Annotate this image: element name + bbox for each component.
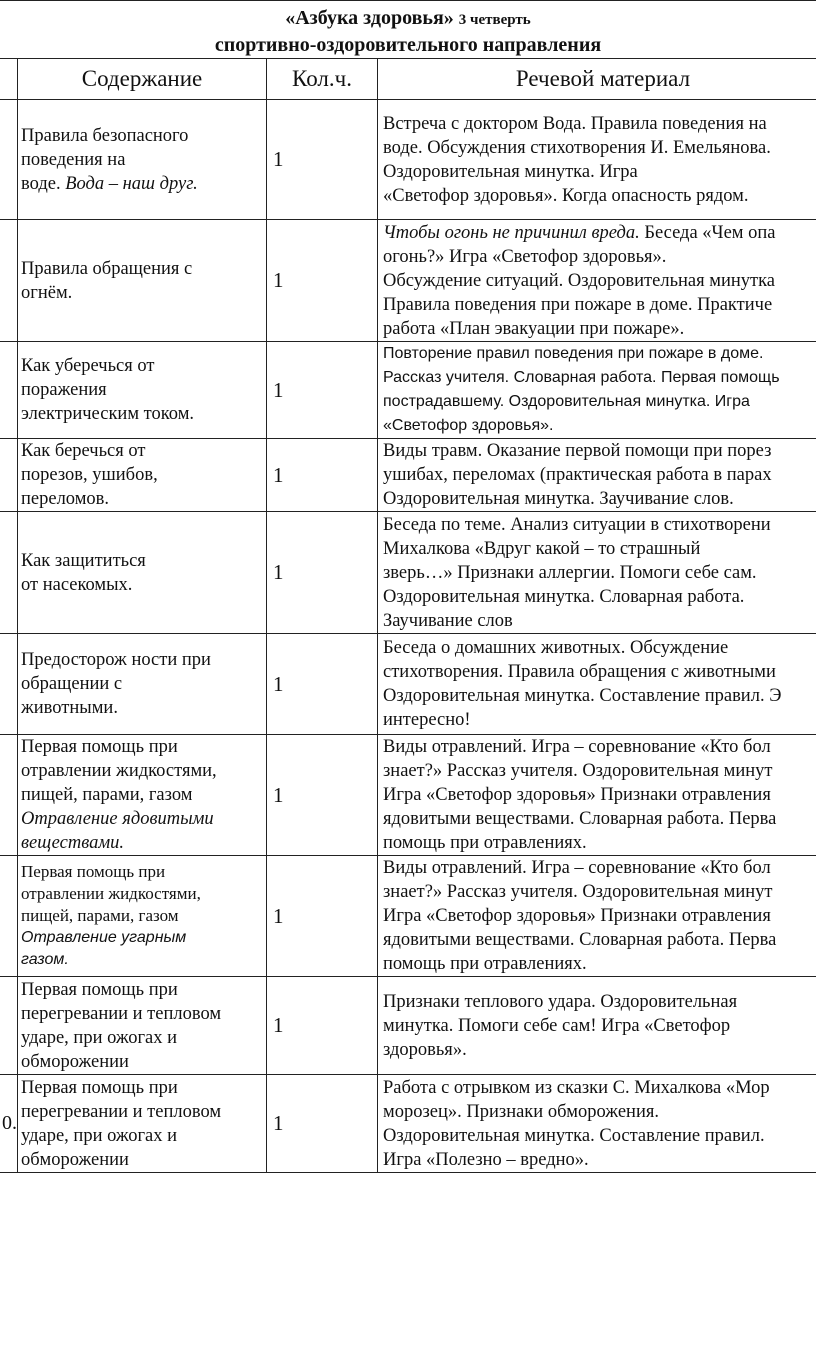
content-line: перегревании и тепловом <box>21 1003 222 1024</box>
content-line: животными. <box>21 698 118 718</box>
row-number <box>0 856 18 977</box>
speech-line: Обсуждение ситуаций. Оздоровительная минутка <box>383 270 776 291</box>
speech-line: Повторение правил поведения при пожаре в доме. <box>383 345 764 362</box>
row-hours: 1 <box>267 1075 378 1173</box>
speech-line: помощь при отравлениях. <box>383 833 587 853</box>
row-content <box>18 735 267 856</box>
content-line: Как защититься <box>21 550 146 571</box>
speech-text: Беседа «Чем опа <box>639 222 776 243</box>
header-hours: Кол.ч. <box>267 59 378 100</box>
speech-line: Заучивание слов <box>383 610 513 631</box>
row-number: 0. <box>0 1075 18 1173</box>
row-hours: 1 <box>267 977 378 1075</box>
content-line: Первая помощь при <box>21 1077 178 1098</box>
speech-line: Оздоровительная минутка. Составление правил. <box>383 1125 765 1146</box>
content-line: пищей, парами, газом <box>21 785 193 805</box>
row-speech <box>378 735 816 856</box>
speech-line: Признаки теплового удара. Оздоровительная <box>383 991 738 1012</box>
page-title <box>0 5 816 33</box>
row-number <box>0 342 18 439</box>
content-line: Как беречься от <box>21 441 146 461</box>
row-number <box>0 735 18 856</box>
speech-line: стихотворения. Правила обращения с животными <box>383 662 776 682</box>
speech-line: знает?» Рассказ учителя. Оздоровительная минут <box>383 761 773 781</box>
speech-line: Оздоровительная минутка. Словарная работа. <box>383 586 745 607</box>
speech-line: Работа с отрывком из сказки С. Михалкова «Мор <box>383 1077 770 1098</box>
content-line: пищей, парами, газом <box>21 906 179 925</box>
speech-line: ядовитыми веществами. Словарная работа. Перва <box>383 809 777 829</box>
speech-line: помощь при отравлениях. <box>383 954 587 974</box>
row-hours: 1 <box>267 735 378 856</box>
row-content <box>18 977 267 1075</box>
table-row <box>0 735 816 856</box>
speech-line: Встреча с доктором Вода. Правила поведения на <box>383 113 767 134</box>
speech-line: «Светофор здоровья». <box>383 417 554 434</box>
row-speech <box>378 512 816 634</box>
content-italic: Вода – наш друг. <box>65 173 198 194</box>
content-line: Первая помощь при <box>21 862 166 881</box>
content-italic-line: веществами. <box>21 833 125 853</box>
row-number <box>0 512 18 634</box>
speech-line: Михалкова «Вдруг какой – то страшный <box>383 538 701 559</box>
row-speech <box>378 100 816 220</box>
header-speech: Речевой материал <box>378 59 816 100</box>
row-number <box>0 977 18 1075</box>
content-line: Правила обращения с <box>21 258 193 279</box>
row-hours: 1 <box>267 856 378 977</box>
content-line: электрическим током. <box>21 404 195 424</box>
title-main: «Азбука здоровья» <box>285 7 454 29</box>
content-line: порезов, ушибов, <box>21 465 158 485</box>
row-hours: 1 <box>267 512 378 634</box>
speech-line: Игра «Светофор здоровья» Признаки отравления <box>383 785 771 805</box>
content-line <box>21 172 266 196</box>
row-hours: 1 <box>267 634 378 735</box>
content-line: поведения на <box>21 149 126 170</box>
content-line: обморожении <box>21 1051 129 1072</box>
table-row <box>0 634 816 735</box>
speech-line: пострадавшему. Оздоровительная минутка. Игра <box>383 393 750 410</box>
speech-line: Виды травм. Оказание первой помощи при порез <box>383 441 772 461</box>
title-block <box>0 0 816 59</box>
table-row <box>0 977 816 1075</box>
speech-line: Беседа о домашних животных. Обсуждение <box>383 638 729 658</box>
row-content <box>18 856 267 977</box>
content-line: переломов. <box>21 489 110 509</box>
speech-line: воде. Обсуждения стихотворения И. Емельянова. <box>383 137 771 158</box>
row-number <box>0 634 18 735</box>
speech-line: Оздоровительная минутка. Составление правил. Э <box>383 686 782 706</box>
speech-line: Виды отравлений. Игра – соревнование «Кто бол <box>383 737 771 757</box>
content-line: перегревании и тепловом <box>21 1101 222 1122</box>
table-row <box>0 512 816 634</box>
speech-line: минутка. Помоги себе сам! Игра «Светофор <box>383 1015 731 1036</box>
speech-line: Игра «Светофор здоровья» Признаки отравления <box>383 906 771 926</box>
header-num <box>0 59 18 100</box>
content-line: ударе, при ожогах и <box>21 1125 178 1146</box>
content-line: поражения <box>21 380 107 400</box>
content-line: огнём. <box>21 282 73 303</box>
row-content <box>18 512 267 634</box>
row-hours: 1 <box>267 342 378 439</box>
table-header-row <box>0 59 816 100</box>
speech-line: знает?» Рассказ учителя. Оздоровительная минут <box>383 882 773 902</box>
row-content <box>18 439 267 512</box>
table-row <box>0 1075 816 1173</box>
row-hours: 1 <box>267 439 378 512</box>
table-row <box>0 220 816 342</box>
row-content <box>18 1075 267 1173</box>
content-line: обморожении <box>21 1149 129 1170</box>
content-text: воде. <box>21 173 66 194</box>
content-line: Первая помощь при <box>21 737 178 757</box>
speech-line: интересно! <box>383 710 471 730</box>
row-number <box>0 220 18 342</box>
table-row <box>0 856 816 977</box>
content-line: Правила безопасного <box>21 125 189 146</box>
row-speech <box>378 439 816 512</box>
row-content <box>18 634 267 735</box>
table-row <box>0 342 816 439</box>
content-line: Первая помощь при <box>21 979 178 1000</box>
speech-line: Оздоровительная минутка. Заучивание слов. <box>383 489 734 509</box>
row-speech <box>378 856 816 977</box>
content-line: Предосторож ности при <box>21 650 211 670</box>
speech-line: Рассказ учителя. Словарная работа. Первая помощь <box>383 369 780 386</box>
row-speech <box>378 342 816 439</box>
content-line: Как уберечься от <box>21 356 155 376</box>
row-content <box>18 100 267 220</box>
speech-line: ушибах, переломах (практическая работа в парах <box>383 465 772 485</box>
content-line: обращении с <box>21 674 123 694</box>
row-speech <box>378 977 816 1075</box>
content-italic-line: газом. <box>21 951 69 968</box>
content-line: отравлении жидкостями, <box>21 761 217 781</box>
speech-line: огонь?» Игра «Светофор здоровья». <box>383 246 667 267</box>
row-speech <box>378 220 816 342</box>
row-speech <box>378 1075 816 1173</box>
speech-line: зверь…» Признаки аллергии. Помоги себе сам. <box>383 562 757 583</box>
speech-line: Виды отравлений. Игра – соревнование «Кто бол <box>383 858 771 878</box>
speech-line: Игра «Полезно – вредно». <box>383 1149 589 1170</box>
content-line: отравлении жидкостями, <box>21 884 201 903</box>
row-speech <box>378 634 816 735</box>
header-content: Содержание <box>18 59 267 100</box>
title-quarter: 3 четверть <box>458 12 531 28</box>
content-line: от насекомых. <box>21 574 133 595</box>
row-hours: 1 <box>267 220 378 342</box>
content-italic-line: Отравление угарным <box>21 929 187 946</box>
speech-line: Беседа по теме. Анализ ситуации в стихотворени <box>383 514 771 535</box>
row-hours: 1 <box>267 100 378 220</box>
row-content <box>18 342 267 439</box>
content-line: ударе, при ожогах и <box>21 1027 178 1048</box>
speech-line: Оздоровительная минутка. Игра <box>383 161 638 182</box>
content-italic-line: Отравление ядовитыми <box>21 809 214 829</box>
table-row <box>0 100 816 220</box>
row-number <box>0 100 18 220</box>
speech-line <box>383 221 816 245</box>
speech-line: «Светофор здоровья». Когда опасность рядом. <box>383 185 749 206</box>
speech-line: Правила поведения при пожаре в доме. Практиче <box>383 294 773 315</box>
row-content <box>18 220 267 342</box>
speech-line: морозец». Признаки обморожения. <box>383 1101 659 1122</box>
speech-line: здоровья». <box>383 1039 467 1060</box>
speech-line: работа «План эвакуации при пожаре». <box>383 318 685 339</box>
speech-italic: Чтобы огонь не причинил вреда. <box>383 222 640 243</box>
program-table <box>0 58 816 1173</box>
page-subtitle: спортивно-оздоровительного направления <box>214 34 602 56</box>
row-number <box>0 439 18 512</box>
speech-line: ядовитыми веществами. Словарная работа. Перва <box>383 930 777 950</box>
table-row <box>0 439 816 512</box>
